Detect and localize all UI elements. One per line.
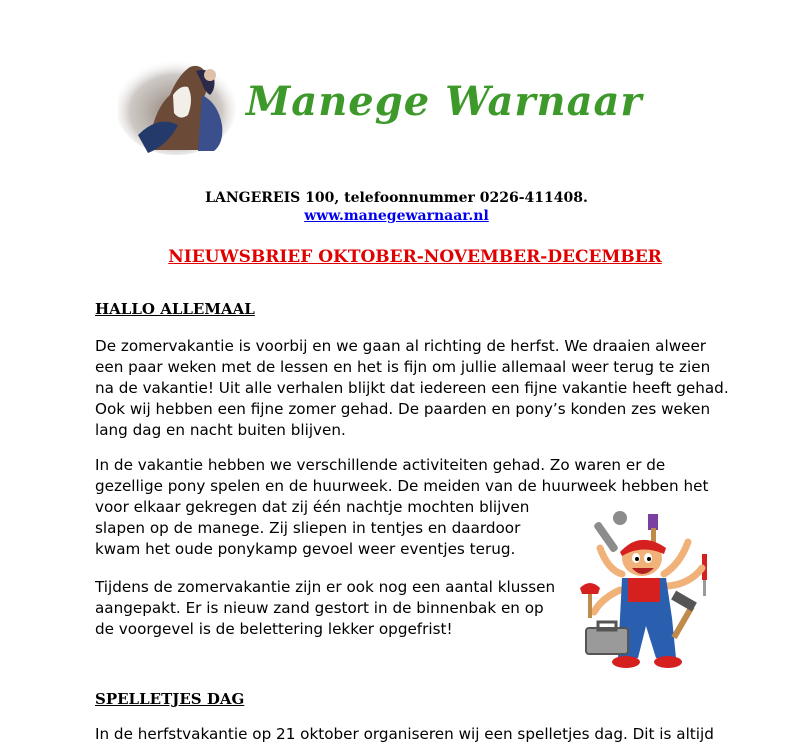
paragraph-line: voor elkaar gekregen dat zij één nachtje mochten blijven [95,498,530,516]
paragraph-intro [95,336,729,441]
paragraph-line: gezellige pony spelen en de huurweek. De meiden van de huurweek hebben het [95,477,709,495]
paragraph-spelletjes [95,724,714,745]
paragraph-line: een paar weken met de lessen en het is fijn om jullie allemaal weer terug te zien [95,358,711,376]
paragraph-line: slapen op de manege. Zij sliepen in tentjes en daardoor [95,519,521,537]
paragraph-line: kwam het oude ponykamp gevoel weer eventjes terug. [95,540,516,558]
paragraph-line: de voorgevel is de belettering lekker opgefrist! [95,620,453,638]
paragraph-maintenance [95,577,555,640]
paragraph-line: In de herfstvakantie op 21 oktober organiseren wij een spelletjes dag. Dit is altijd [95,725,714,743]
paragraph-line: lang dag en nacht buiten blijven. [95,421,346,439]
address-line: LANGEREIS 100, telefoonnummer 0226-411408. [205,190,588,206]
paragraph-line: Tijdens de zomervakantie zijn er ook nog een aantal klussen [95,578,556,596]
horse-rider-photo-icon [118,55,240,155]
section-heading-hallo: HALLO ALLEMAAL [95,300,255,318]
paragraph-line: In de vakantie hebben we verschillende activiteiten gehad. Zo waren er de [95,456,666,474]
paragraph-line: na de vakantie! Uit alle verhalen blijkt dat iedereen een fijne vakantie heeft gehad. [95,379,729,397]
paragraph-line: aangepakt. Er is nieuw zand gestort in de binnenbak en op [95,599,544,617]
section-heading-spelletjes: SPELLETJES DAG [95,690,245,708]
paragraph-line: Ook wij hebben een fijne zomer gehad. De paarden en pony’s konden zes weken [95,400,711,418]
handyman-worker-icon [580,508,720,670]
newsletter-title: NIEUWSBRIEF OKTOBER-NOVEMBER-DECEMBER [168,247,662,267]
logo-title: Manege Warnaar [246,78,643,125]
website-link[interactable]: www.manegewarnaar.nl [304,208,489,224]
paragraph-line: De zomervakantie is voorbij en we gaan al richting de herfst. We draaien alweer [95,337,707,355]
